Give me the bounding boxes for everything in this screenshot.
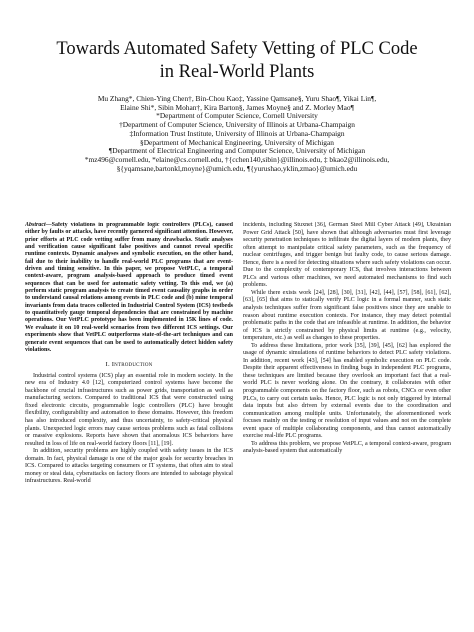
author-line: Mu Zhang*, Chien-Ying Chen†, Bin-Chou Kao‡, Yassine Qamsane§, Yuru Shao¶, Yikai Lin¶, <box>97 95 377 103</box>
paragraph: To address these limitations, prior work [35], [39], [45], [62] has explored the usage of dynamic simulations of runtime behaviors to detect PLC safety violations. In addition, recent work [43], [54] has enabled symbolic execution on PLC code. Despite their apparent effectiveness in finding bugs in independent PLC programs, these techniques are limited because they overlook an important fact that a real-world PLC is never working alone. On the contrary, it collaborates with other programmable components on the factory floor, such as robots, CNCs or even other PLCs, to carry out certain tasks. Hence, PLC logic is not only triggered by internal data inputs but also driven by external events due to the coordination and communication among multiple units. Unfortunately, the aforementioned work focuses mainly on the testing or resolution of input values and not on the complete event space of multiple collaborating components, and thus cannot automatically exercise real-life PLC programs. <box>243 342 451 440</box>
abstract-label: Abstract <box>25 222 46 228</box>
author-block <box>30 95 444 173</box>
affiliation-line: ¶Department of Electrical Engineering and Computer Science, University of Michigan <box>108 147 366 156</box>
author-line: Elaine Shi*, Sibin Mohan†, Kira Barton§, James Moyne§ and Z. Morley Mao¶ <box>120 103 354 112</box>
email-line: §{yqamsane,bartonkl,moyne}@umich.edu, ¶{yurushao,yklin,zmao}@umich.edu <box>116 164 358 173</box>
paper-title <box>20 38 454 84</box>
right-column <box>243 222 451 617</box>
paragraph: incidents, including Stuxnet [36], German Steel Mill Cyber Attack [49], Ukrainian Power Grid Attack [50], have shown that although adversaries must first leverage security penetration techniques to infiltrate the digital layers of modern plants, they often attempt to manipulate critical safety parameters, such as the frequency of nuclear centrifuges, and trigger benign but faulty code, to cause serious damage. Hence, there is a need for detecting situations where such safety violations can occur. Due to the complexity of contemporary ICS, that involves interactions between PLCs and various other machines, we need automated mechanisms to find such problems. <box>243 222 451 289</box>
paragraph: Industrial control systems (ICS) play an essential role in modern society. In the new era of Industry 4.0 [12], computerized control systems have become the backbone of crucial infrastructures such as power grids, transportation as well as manufacturing sectors. Compared to traditional ICS that were constructed using fixed electronic circuits, programmable logic controllers (PLC) have brought flexibility, configurability and automation to these domains. However, this freedom has also introduced complexity, and thus uncertainty, to safety-critical physical plants. Unexpected logic errors may cause serious problems such as fatal collisions or massive explosions. Reports have shown that anomalous ICS behaviors have resulted in loss of life on real-world factory floors [11], [19]. <box>25 372 233 447</box>
left-column <box>25 222 233 617</box>
affiliation-line: ‡Information Trust Institute, University of Illinois at Urbana-Champaign <box>129 129 345 138</box>
paragraph: While there exists work [24], [28], [30], [31], [42], [44], [57], [58], [61], [62], [63], [65] that aims to statically verify PLC logic in a formal manner, such static analysis techniques suffer from significant false positives since they are unable to reason about runtime execution contexts. For instance, they may detect potential problematic paths in the code that are infeasible at runtime. In addition, the behavior of ICS is strictly constrained by physical limits at runtime (e.g., velocity, temperature, etc.) as well as changes to these properties. <box>243 289 451 342</box>
abstract-text: —Safety violations in programmable logic controllers (PLCs), caused either by faults or attacks, have recently garnered significant attention. However, prior efforts at PLC code vetting suffer from many drawbacks. Static analyses and verification cause significant false positives and cannot reveal specific runtime contexts. Dynamic analyses and symbolic execution, on the other hand, fail due to their inability to handle real-world PLC programs that are event-driven and timing sensitive. In this paper, we propose VetPLC, a temporal context-aware, program analysis-based approach to produce timed event sequences that can be used for automatic safety vetting. To this end, we (a) perform static program analysis to create timed event causality graphs in order to understand causal relations among events in PLC code and (b) mine temporal invariants from data traces collected in Industrial Control System (ICS) testbeds to quantitatively gauge temporal dependencies that are constrained by machine operations. Our VetPLC prototype has been implemented in 15K lines of code. We evaluate it on 10 real-world scenarios from two different ICS settings. Our experiments show that VetPLC outperforms state-of-the-art techniques and can generate event sequences that can be used to automatically detect hidden safety violations. <box>25 222 233 353</box>
section-heading-introduction: I. Introduction <box>105 361 153 369</box>
email-line: *mz496@cornell.edu, *elaine@cs.cornell.edu, †{cchen140,sibin}@illinois.edu, ‡ bkao2@illinois.edu, <box>84 155 390 164</box>
title-line-1: Towards Automated Safety Vetting of PLC Code <box>56 39 418 59</box>
affiliation-line: §Department of Mechanical Engineering, University of Michigan <box>140 138 334 147</box>
affiliation-line: *Department of Computer Science, Cornell University <box>156 112 318 121</box>
affiliation-line: †Department of Computer Science, University of Illinois at Urbana-Champaign <box>119 121 355 130</box>
title-line-2: in Real-World Plants <box>159 62 315 82</box>
paragraph: In addition, security problems are highly coupled with safety issues in the ICS domain. In fact, physical damage is one of the major goals for security breaches in ICS. Compared to attacks targeting consumers or IT systems, that often aim to steal money or steal data, cyberattacks on factory floors are intended to sabotage physical infrastructures. Real-world <box>25 448 233 485</box>
paragraph: To address this problem, we propose VetPLC, a temporal context-aware, program analysis-based system that automatically <box>243 440 451 455</box>
abstract <box>25 222 233 354</box>
